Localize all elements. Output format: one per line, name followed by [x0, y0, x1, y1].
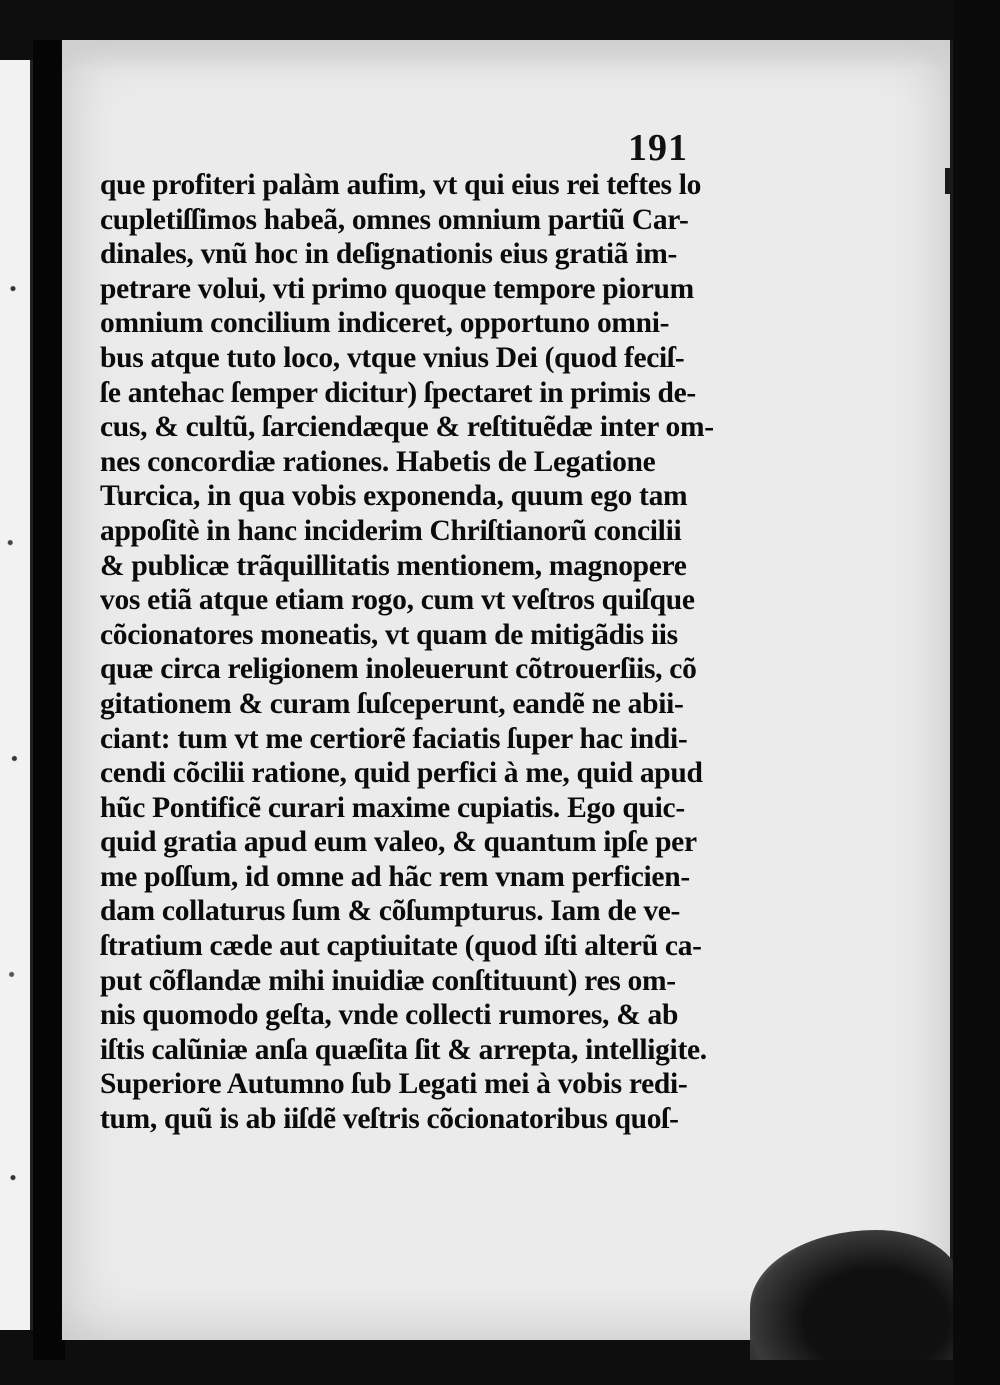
text-line: ciant: tum vt me certiorẽ faciatis ſuper hac indi-: [100, 722, 688, 755]
text-line: dinales, vnũ hoc in deſignationis eius gratiã im-: [100, 238, 678, 271]
text-line: tum, quũ is ab iiſdẽ veſtris cõcionatoribus quoſ-: [100, 1103, 679, 1136]
text-line: gitationem & curam ſuſceperunt, eandẽ ne abii-: [100, 687, 684, 720]
text-line: cupletiſſimos habeã, omnes omnium partiũ Car-: [100, 203, 689, 236]
book-page: [62, 40, 953, 1340]
text-line: bus atque tuto loco, vtque vnius Dei (quod feciſ-: [100, 341, 685, 374]
text-line: vos etiã atque etiam rogo, cum vt veſtros quiſque: [100, 584, 695, 617]
previous-page-edge: [0, 60, 33, 1330]
text-line: cõcionatores moneatis, vt quam de mitigãdis iis: [100, 618, 678, 651]
text-line: dam collaturus ſum & cõſumpturus. Iam de ve-: [100, 895, 681, 928]
text-line: me poſſum, id omne ad hãc rem vnam perficien-: [100, 860, 690, 893]
book-gutter: [33, 40, 65, 1360]
text-line: cus, & cultũ, ſarciendæque & reſtituẽdæ inter om-: [100, 411, 714, 444]
text-line: Superiore Autumno ſub Legati mei à vobis redi-: [100, 1068, 688, 1101]
text-line: appoſitè in hanc inciderim Chriſtianorũ concilii: [100, 514, 682, 547]
scan-background-right: [953, 0, 1000, 1385]
text-line: put cõflandæ mihi inuidiæ conſtituunt) res om-: [100, 964, 676, 997]
text-line: quid gratia apud eum valeo, & quantum ipſe per: [100, 826, 697, 859]
text-line: petrare volui, vti primo quoque tempore piorum: [100, 272, 694, 305]
text-line: & publicæ trãquillitatis mentionem, magnopere: [100, 549, 687, 582]
page-top-shadow: [62, 40, 950, 70]
text-line: omnium concilium indiceret, opportuno omni-: [100, 307, 670, 340]
thumb-shadow: [750, 1230, 960, 1360]
text-line: ſtratium cæde aut captiuitate (quod iſti alterũ ca-: [100, 930, 702, 963]
page-edge-specks: [6, 60, 20, 1330]
text-line: Turcica, in qua vobis exponenda, quum ego tam: [100, 480, 688, 513]
text-line: cendi cõcilii ratione, quid perfici à me, quid apud: [100, 757, 703, 790]
text-line: nes concordiæ rationes. Habetis de Legatione: [100, 445, 656, 478]
text-line: hũc Pontificẽ curari maxime cupiatis. Ego quic-: [100, 791, 685, 824]
text-line: iſtis calũniæ anſa quæſita ſit & arrepta, intelligite.: [100, 1033, 707, 1066]
text-line: nis quomodo geſta, vnde collecti rumores, & ab: [100, 999, 679, 1032]
text-line: ſe antehac ſemper dicitur) ſpectaret in primis de-: [100, 376, 696, 409]
page-text-block: [100, 168, 714, 1137]
page-number: 191: [628, 127, 688, 169]
text-line: quæ circa religionem inoleuerunt cõtrouerſiis, cõ: [100, 653, 697, 686]
text-line: que profiteri palàm aufim, vt qui eius rei teftes lo: [100, 169, 702, 201]
page-edge-mark: [945, 168, 953, 194]
